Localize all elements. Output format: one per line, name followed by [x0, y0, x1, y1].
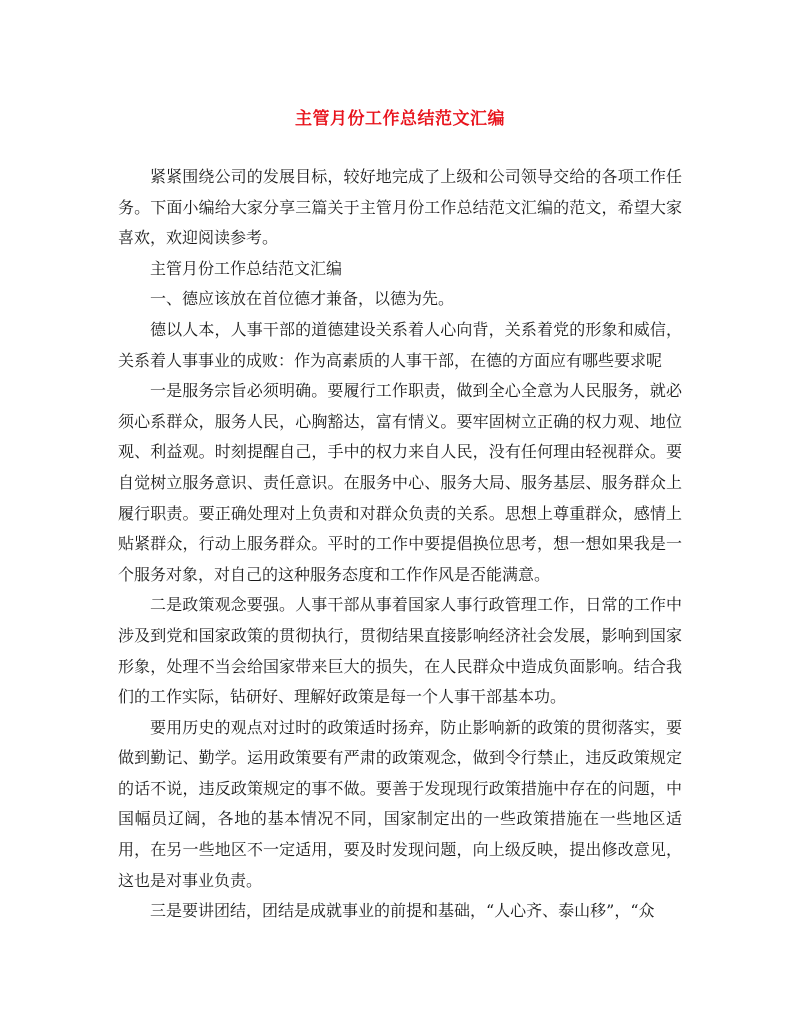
document-title: 主管月份工作总结范文汇编 [295, 109, 505, 129]
paragraph-unity: 三是要讲团结，团结是成就事业的前提和基础，“人心齐、泰山移”，“众 [150, 901, 655, 921]
paragraph-section-one-heading: 一、德应该放在首位德才兼备，以德为先。 [150, 289, 455, 309]
paragraph-virtue: 德以人本，人事干部的道德建设关系着人心向背，关系着党的形象和威信，关系着人事事业的成败：作为高素质的人事干部，在德的方面应有哪些要求呢 [118, 319, 682, 370]
paragraph-intro: 紧紧围绕公司的发展目标，较好地完成了上级和公司领导交给的各项工作任务。下面小编给大家分享三篇关于主管月份工作总结范文汇编的范文，希望大家喜欢，欢迎阅读参考。 [118, 167, 682, 248]
paragraph-subtitle: 主管月份工作总结范文汇编 [150, 258, 343, 278]
paragraph-service: 一是服务宗旨必须明确。要履行工作职责，做到全心全意为人民服务，就必须心系群众，服务人民，心胸豁达，富有情义。要牢固树立正确的权力观、地位观、利益观。时刻提醒自己，手中的权力来自人民，没有任何理由轻视群众。要自觉树立服务意识、责任意识。在服务中心、服务大局、服务基层、服务群众上履行职责。要正确处理对上负责和对群众负责的关系。思想上尊重群众，感情上贴紧群众，行动上服务群众。平时的工作中要提倡换位思考，想一想如果我是一个服务对象，对自己的这种服务态度和工作作风是否能满意。 [118, 381, 682, 584]
document-body [118, 162, 682, 927]
paragraph-history: 要用历史的观点对过时的政策适时扬弃，防止影响新的政策的贯彻落实，要做到勤记、勤学。运用政策要有严肃的政策观念，做到令行禁止，违反政策规定的话不说，违反政策规定的事不做。要善于发现现行政策措施中存在的问题，中国幅员辽阔，各地的基本情况不同，国家制定出的一些政策措施在一些地区适用，在另一些地区不一定适用，要及时发现问题，向上级反映，提出修改意见，这也是对事业负责。 [118, 717, 682, 890]
paragraph-policy: 二是政策观念要强。人事干部从事着国家人事行政管理工作，日常的工作中涉及到党和国家政策的贯彻执行，贯彻结果直接影响经济社会发展，影响到国家形象，处理不当会给国家带来巨大的损失，在人民群众中造成负面影响。结合我们的工作实际，钻研好、理解好政策是每一个人事干部基本功。 [118, 595, 682, 707]
